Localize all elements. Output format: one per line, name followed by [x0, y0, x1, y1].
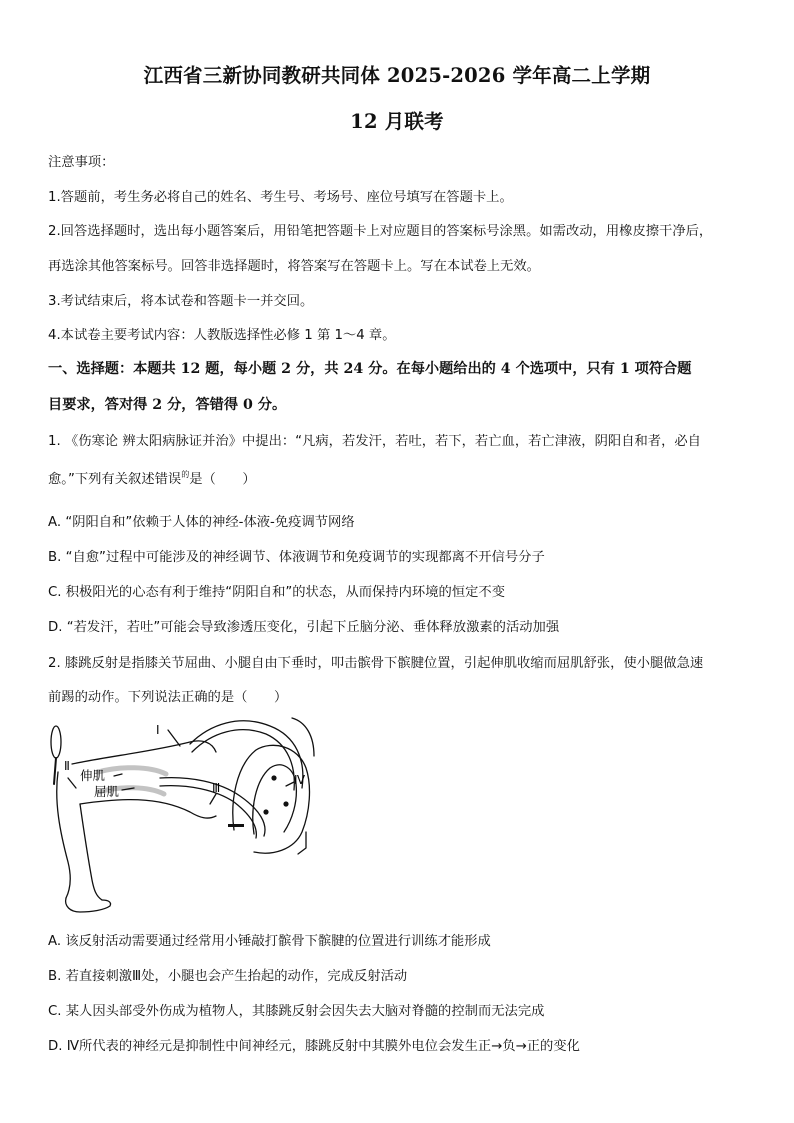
body-edge-lower — [298, 832, 306, 854]
label-3: Ⅲ — [212, 781, 221, 795]
exam-title-line1: 江西省三新协同教研共同体 2025-2026 学年高二上学期 — [143, 64, 651, 87]
spinal-root-bar — [228, 824, 244, 827]
spinal-cord-inner — [253, 765, 297, 834]
q2-option-b: B. 若直接刺激Ⅲ处，小腿也会产生抬起的动作，完成反射活动 — [48, 969, 408, 984]
label-1: Ⅰ — [156, 723, 160, 737]
q2-option-c: C. 某人因头部受外伤成为植物人，其膝跳反射会因失去大脑对脊髓的控制而无法完成 — [48, 1004, 545, 1019]
motor-nerve-inner — [160, 786, 256, 838]
q1-option-b: B. “自愈”过程中可能涉及的神经调节、体液调节和免疫调节的实现都离不开信号分子 — [48, 550, 545, 565]
notice-item-1: 1.答题前，考生务必将自己的姓名、考生号、考场号、座位号填写在答题卡上。 — [48, 190, 513, 205]
sensory-nerve-inner — [192, 730, 294, 790]
thigh-upper-outline — [72, 741, 216, 764]
sensory-nerve — [190, 721, 306, 788]
q1-option-c: C. 积极阳光的心态有利于维持“阴阳自和”的状态，从而保持内环境的恒定不变 — [48, 585, 506, 600]
shin-back-outline — [80, 804, 102, 900]
label-4: Ⅳ — [294, 773, 306, 787]
neuron-dot-1 — [271, 775, 276, 780]
arrow-label-3 — [210, 794, 216, 804]
label-flexor: 屈肌 — [94, 784, 120, 799]
q2-option-d: D. Ⅳ所代表的神经元是抑制性中间神经元，膝跳反射中其膜外电位会发生正→负→正的变化 — [48, 1039, 580, 1054]
label-2: Ⅱ — [64, 759, 70, 773]
reflex-hammer-head — [51, 726, 61, 758]
neuron-dot-2 — [283, 801, 288, 806]
q1-stem-text: 愈。”下列有关叙述错误 — [48, 472, 182, 487]
q1-stem-tail: 是（ ） — [189, 472, 256, 487]
q2-stem-line2: 前踢的动作。下列说法正确的是（ ） — [48, 690, 288, 705]
q1-stem-superscript: 的 — [181, 470, 190, 479]
q1-option-d: D. “若发汗，若吐”可能会导致渗透压变化，引起下丘脑分泌、垂体释放激素的活动加强 — [48, 620, 560, 635]
q1-stem-line2 — [48, 468, 748, 487]
body-edge — [292, 718, 314, 756]
notice-item-2: 2.回答选择题时，选出每小题答案后，用铅笔把答题卡上对应题目的答案标号涂黑。如需改动，用橡皮擦干净后， — [48, 224, 713, 239]
label-extensor: 伸肌 — [80, 768, 106, 783]
arrow-label-1 — [168, 730, 180, 746]
q2-stem-line1: 2. 膝跳反射是指膝关节屈曲、小腿自由下垂时，叩击髌骨下髌腱位置，引起伸肌收缩而屈肌舒张，使小腿做急速 — [48, 656, 704, 671]
notice-item-2-cont: 再选涂其他答案标号。回答非选择题时，将答案写在答题卡上。写在本试卷上无效。 — [48, 259, 540, 274]
knee-patch — [98, 768, 166, 774]
arrow-extensor — [114, 774, 122, 776]
knee-reflex-diagram — [40, 712, 330, 920]
q1-stem-line1: 1. 《伤寒论 辨太阳病脉证并治》中提出：“凡病，若发汗，若吐，若下，若亡血，若亡津液，阴阳自和者，必自 — [48, 434, 701, 449]
notice-heading: 注意事项： — [48, 155, 115, 170]
notice-item-4: 4.本试卷主要考试内容：人教版选择性必修 1 第 1～4 章。 — [48, 328, 396, 343]
q1-option-a: A. “阴阳自和”依赖于人体的神经-体液-免疫调节网络 — [48, 515, 355, 530]
section-heading-line2: 目要求，答对得 2 分，答错得 0 分。 — [48, 397, 287, 413]
neuron-dot-3 — [263, 809, 268, 814]
arrow-label-4 — [286, 782, 294, 786]
thigh-lower-outline — [80, 800, 216, 818]
arrow-label-2 — [68, 778, 76, 788]
section-heading-line1: 一、选择题：本题共 12 题，每小题 2 分，共 24 分。在每小题给出的 4 个选项中，只有 1 项符合题 — [48, 361, 692, 377]
shin-front-outline — [57, 772, 70, 898]
reflex-hammer-handle — [54, 758, 56, 784]
foot-outline — [66, 898, 111, 912]
notice-item-3: 3.考试结束后，将本试卷和答题卡一并交回。 — [48, 294, 314, 309]
exam-title-line2: 12 月联考 — [350, 110, 444, 133]
q2-option-a: A. 该反射活动需要通过经常用小锤敲打髌骨下髌腱的位置进行训练才能形成 — [48, 934, 491, 949]
